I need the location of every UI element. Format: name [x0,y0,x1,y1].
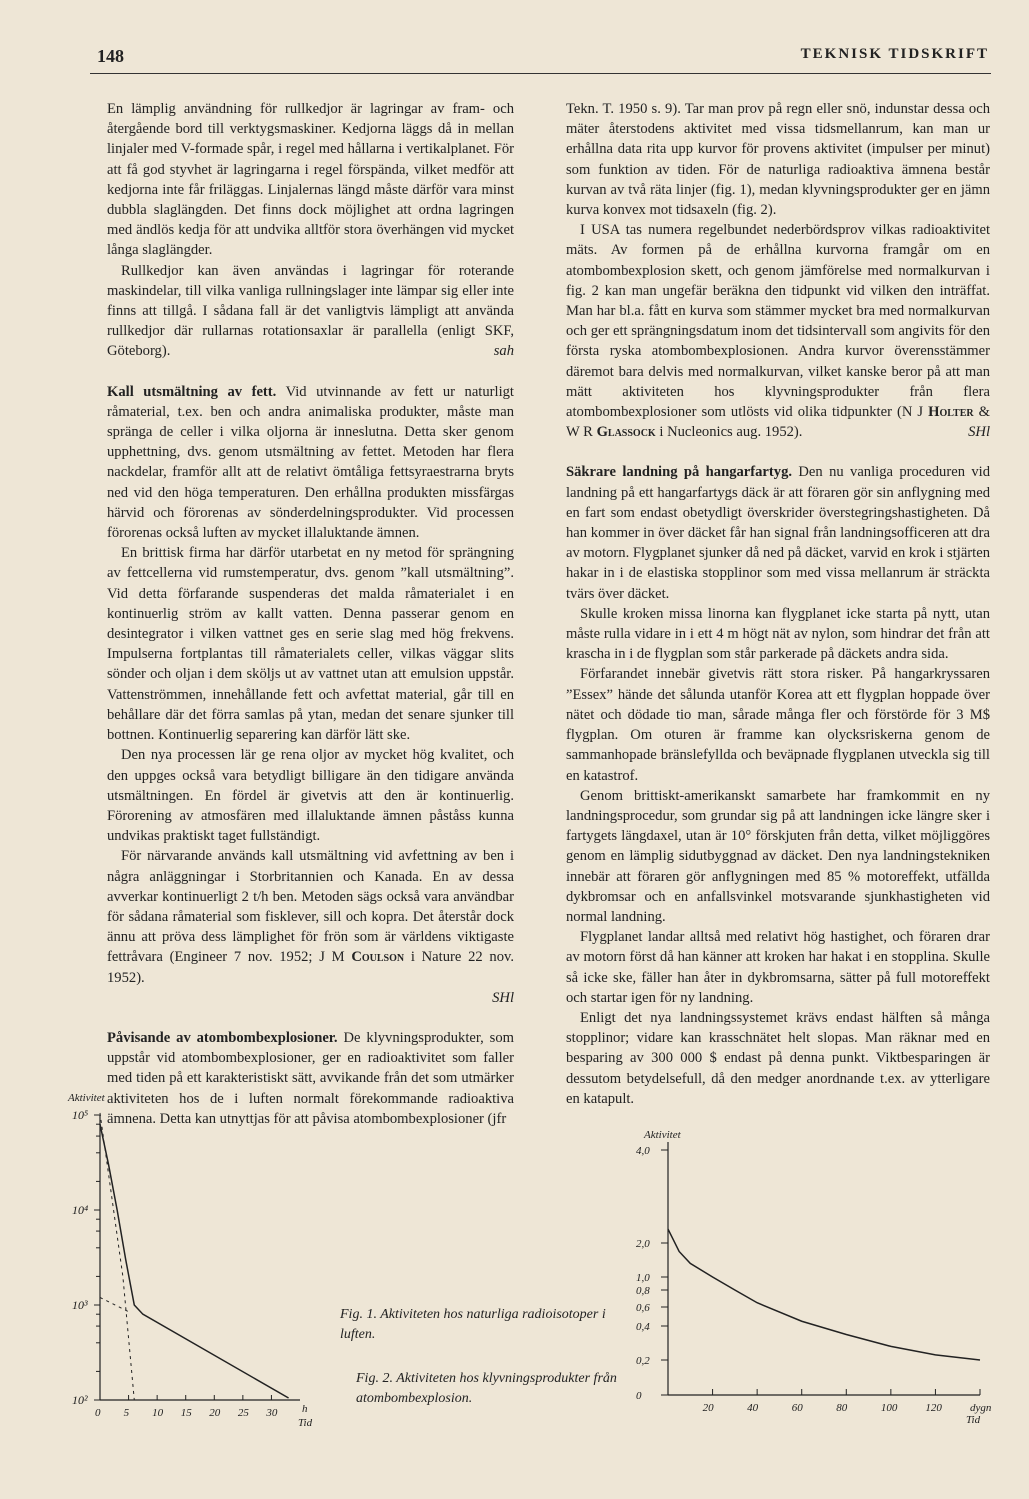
y-tick-label: 4,0 [636,1145,650,1157]
header-rule [90,73,991,74]
figure-2-caption: Fig. 2. Aktiviteten hos klyvningsprodukter från atombombexplosion. [356,1371,617,1406]
x-tick-label: 20 [702,1402,714,1414]
paragraph: En lämplig användning för rullkedjor är lagringar av fram- och återgående bord till verktygsmaskiner. Kedjorna läggs då in mellan linjaler med V-formade spår, i regel med hållarna i vertikalplanet. För att få god styvhet är lagringarna i regel förspända, vilket medför att kedjorna inte får friläggas. Linjalernas längd måste därför vara minst dubbla slaglängden. Det finns dock möjlighet att ordna lagringen med ändlös kedja för att undvika alltför stora överhängen vid mycket långa slaglängder. [107,101,514,259]
y-axis-label: Aktivitet [644,1130,681,1141]
paragraph: Den nya processen lär ge rena oljor av mycket hög kvalitet, och den uppges också vara betydligt billigare än den tidigare använda utsmältningen. En fördel är givetvis att den är kontinuerlig. Förorening av atmosfären med illaluktande ämnen påståss kunna undvikas praktiskt taget fullständigt. [107,747,514,845]
x-tick-label: 20 [209,1407,221,1419]
x-unit-label: h [302,1403,308,1415]
figure-1-chart [60,1085,330,1435]
y-tick-label: 10² [72,1393,88,1407]
author-name: Glassock [596,424,656,441]
y-tick-label: 0,2 [636,1355,650,1367]
fig2-series-line [668,1229,980,1360]
paragraph: Rullkedjor kan även användas i lagringar för roterande maskindelar, till vilka vanliga rullningslager inte lämpar sig eller inte finns att tillgå. I sådana fall är det vanligtvis lämpligt att använda rullkedjor där rullarnas rotationsaxlar är parallella (enligt SKF, Göteborg). sah [107,261,514,362]
y-tick-label: 2,0 [636,1238,650,1250]
x-tick-label: 40 [747,1402,759,1414]
x-tick-label: 30 [266,1407,278,1419]
signature: SHl [492,989,514,1006]
y-tick-label: 0,8 [636,1285,650,1297]
right-column [566,99,990,1109]
x-tick-label: 5 [123,1407,130,1419]
fig1-series-line [100,1297,129,1311]
y-tick-label: 10³ [72,1298,88,1312]
running-head: TEKNISK TIDSKRIFT [800,46,989,62]
y-tick-label: 0 [636,1390,642,1402]
x-axis-label: Tid [298,1417,313,1429]
fig1-series-line [100,1124,289,1398]
x-tick-label: 80 [836,1402,848,1414]
paragraph: Skulle kroken missa linorna kan flygplanet icke starta på nytt, utan måste rulla vidare in i ett 4 m högt nät av nylon, som hindrar det från att krascha in i de flygplan som står parkerade på däckets andra sida. [566,605,990,663]
y-axis-label: Aktivitet [68,1092,105,1104]
signature: sah [493,343,514,360]
x-tick-label: 60 [791,1402,803,1414]
author-name: Coulson [351,949,405,966]
x-tick-label: 15 [180,1407,192,1419]
x-axis-label: Tid [966,1414,981,1426]
article-pavisande: Påvisande av atombombexplosioner. De klyvningsprodukter, som uppstår vid atombombexplosioner, ger en radioaktivitet som faller med tiden på ett karakteristiskt sätt, avvikande från det som utmärker aktiviteten hos de i luften normalt förekommande radioaktiva ämnena. Detta kan utnyttjas för att påvisa atombombexplosioner (jfr [107,1029,515,1127]
y-tick-label: 0,6 [636,1302,650,1314]
paragraph: För närvarande används kall utsmältning vid avfettning av ben i några anläggningar i Storbritannien och Kanada. En av dessa avverkar kontinuerligt 2 t/h ben. Metoden sägs också vara användbar för sådana råmaterial som fisklever, sill och kopra. Det återstår dock ännu att pröva dess lämplighet för frön som är världens viktigaste fettråvara (Engineer 7 nov. 1952; J M Coulson i Nature 22 nov. 1952). [107,848,514,986]
x-tick-label: 25 [237,1407,249,1419]
y-tick-label: 10⁵ [72,1108,89,1122]
paragraph: Genom brittiskt-amerikanskt samarbete har framkommit en ny landningsprocedur, som grundar sig på att landningen icke längre sker i fartygets längdaxel, utan är 10° förskjuten från detta, vilket möjliggöres genom en lämplig sidutbyggnad av däcket. Den nya landningstekniken innebär att föraren gör anflygningen med 85 % motoreffekt, utfällda dykbromsar och en anfallsvinkel motsvarande sjunkhastigheten vid normal landning. [566,787,990,925]
figure-1-caption: Fig. 1. Aktiviteten hos naturliga radioisotoper i luften. [340,1307,606,1342]
page-number: 148 [97,46,124,66]
article-heading: Kall utsmältning av fett. [107,383,277,400]
x-tick-label: 120 [925,1402,942,1414]
left-column [107,99,514,1129]
paragraph: Flygplanet landar alltså med relativt hög hastighet, och föraren drar av motorn först då han känner att kroken har hakat i en stopplina. Skulle så icke ske, fäller han åter in dykbromsarna, sätter på full motoreffekt och startar igen för ny landning. [566,929,990,1006]
y-tick-label: 1,0 [636,1272,650,1284]
x-tick-label: 10 [152,1407,164,1419]
article-heading: Säkrare landning på hangarfartyg. [566,464,793,481]
paragraph: Förfarandet innebär givetvis rätt stora risker. På hangarkryssaren ”Essex” hände det sålunda utanför Korea att ett flygplan hoppade över nätet och dödade tio man, sårade många fler och förstörde för 3 M$ flygplan. Om oturen är framme kan olycksriskerna genom de sammanhopade bränslefyllda och beväpnade flygplanen utveckla sig till en katastrof. [566,666,990,784]
paragraph: Enligt det nya landningssystemet krävs endast hälften så många stopplinor; vidare kan krasschnätet helt slopas. Man räknar med en besparing av 300 000 $ endast på denna punkt. Viktbesparingen är dessutom betydelsefull, då den medger anordnande t.ex. av ytterligare en katapult. [566,1009,990,1107]
article-heading: Påvisande av atombombexplosioner. [107,1029,338,1046]
paragraph: Tekn. T. 1950 s. 9). Tar man prov på regn eller snö, indunstar dessa och mäter återstodens aktivitet med vissa tidsmellanrum, kan man ur erhållna data rita upp kurvor för provens aktivitet (impulser per minut) som funktion av tiden. För de naturliga radioaktiva ämnena består kurvan av två räta linjer (fig. 1), medan klyvningsprodukter ger en jämn kurva konvex mot tidsaxeln (fig. 2). [566,101,990,219]
x-tick-label: 100 [880,1402,898,1414]
paragraph: En brittisk firma har därför utarbetat en ny metod för sprängning av fettcellerna vid rumstemperatur, dvs. genom ”kall utsmältning”. Vid detta förfarande suspenderas det malda råmaterialet i en kontinuerlig ström av kallt vatten. Denna passerar genom en desintegrator i vilken vattnet ges en serie slag med hög frekvens. Impulserna fortplantas till råmaterialets celler, vilkas väggar slits sönder och oljan i dem sköljs ut av vattnet utan att emulsion uppstår. Vattenströmmen, innehållande fett och avfettat material, går till en behållare där det förra samlas på ytan, medan det senare sjunker till bottnen. Kontinuerlig separering kan därför lätt ske. [107,545,514,744]
paragraph: I USA tas numera regelbundet nederbördsprov vilkas radioaktivitet mäts. Av formen på de erhållna kurvorna framgår om en atombombexplosion skett, och genom jämförelse med normalkurvan i fig. 2 kan man ungefär beräkna den tidpunkt vid vilken den inträffat. Man har bl.a. fått en kurva som stämmer mycket bra med normalkurvan och ger ett sprängningsdatum inom det tidsintervall som angivits för den första ryska atombombexplosionen. Andra kurvor överensstämmer däremot bara delvis med normalkurvan, vilket kanske beror på att man mätt aktiviteten hos klyvningsprodukter från flera atombombexplosioner som utlösts vid olika tidpunkter (N J Holter & W R Glassock i Nucleonics aug. 1952). SHl [566,220,990,442]
x-tick-label: 0 [95,1407,101,1419]
y-tick-label: 10⁴ [72,1203,89,1217]
fig1-series-line [100,1113,134,1400]
author-name: Holter [928,404,974,421]
signature: SHl [968,424,990,441]
x-tick-label: dygn [970,1402,992,1414]
article-sakrare-landning: Säkrare landning på hangarfartyg. Den nu vanliga proceduren vid landning på ett hangarfartygs däck är att föraren gör sin anflygning med en fart som endast obetydligt överskrider överstegringshastigheten. Då han kommer in över däcket får han signal från landningsofficeren att dra av motorn. Flygplanet sjunker då ned på däcket, varvid en krok i stjärten hakar in i de elastiska stopplinor som med vissa mellanrum är sträckta tvärs över däcket. [566,464,990,602]
y-tick-label: 0,4 [636,1321,650,1333]
article-kall-utsmaltning: Kall utsmältning av fett. Vid utvinnande av fett ur naturligt råmaterial, t.ex. ben och andra animaliska produkter, måste man spränga de celler i vilka oljorna är inneslutna. Detta sker genom upphettning, dvs. genom utsmältning av fettet. Metoden har flera nackdelar, framför allt att de relativt ömtåliga fettsyraestrarna bryts ned vid den höga temperaturen. Den erhållna produkten missfärgas härvid och förorenas av sönderdelningsprodukter. Vid processen förorenas också luften av mycket illaluktande ämnen. [107,383,514,542]
figure-2-chart [620,1130,1000,1440]
